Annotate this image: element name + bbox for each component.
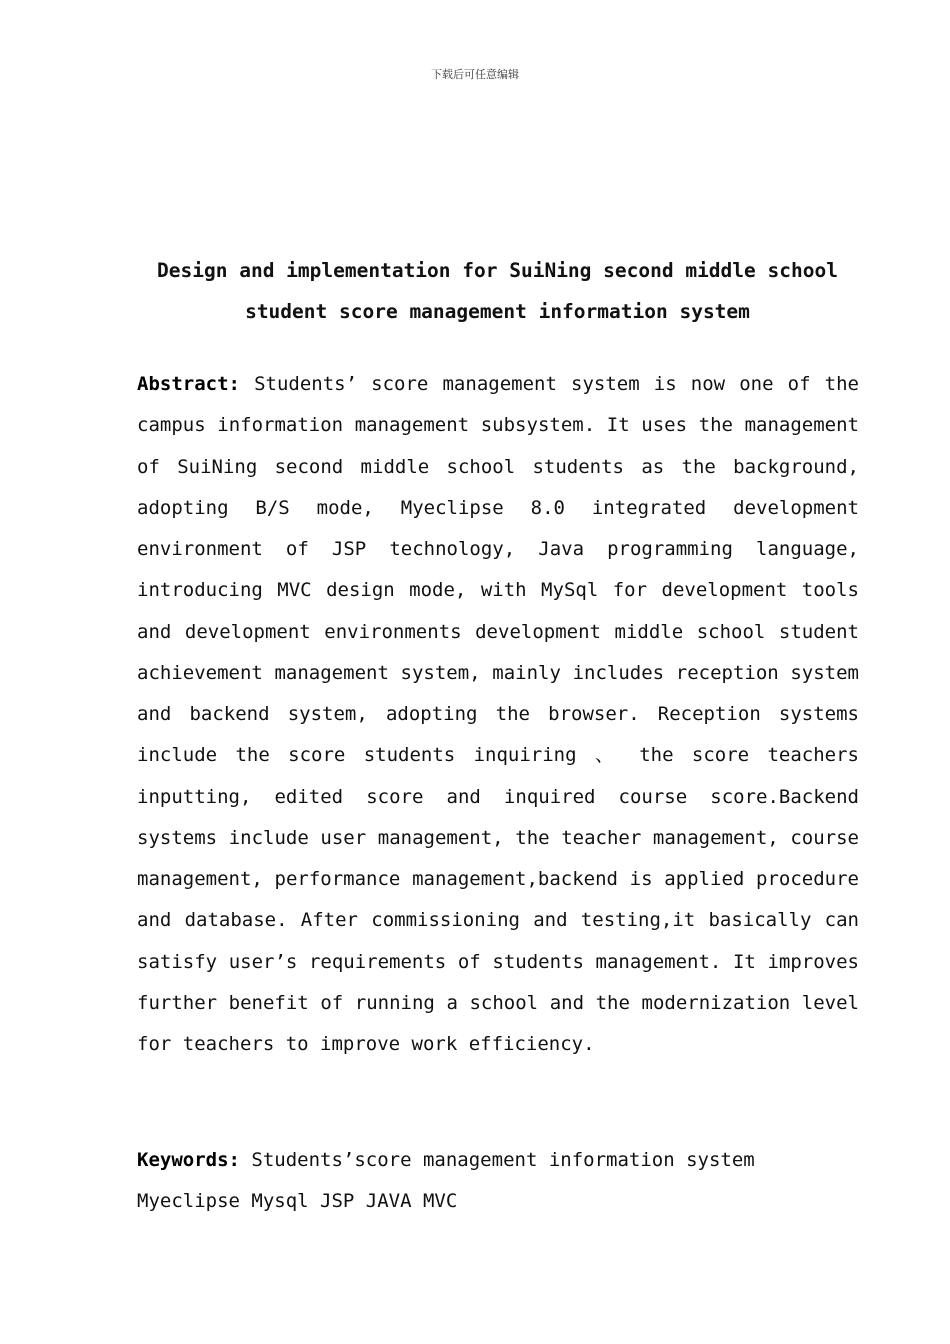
abstract-paragraph bbox=[137, 364, 859, 1065]
keywords-line-1: Students’score management information system bbox=[251, 1149, 755, 1171]
keywords-paragraph bbox=[137, 1140, 859, 1222]
title-line-2: student score management information system bbox=[245, 300, 750, 323]
abstract-label: Abstract: bbox=[137, 373, 240, 395]
header-note: 下载后可任意编辑 bbox=[431, 68, 519, 81]
abstract-text: Students’ score management system is now one of the campus information management subsystem. It uses the management of SuiNing second middle school students as the background, adopting B/S mode, Myeclipse 8.0 integrated development environment of JSP technology, Java programming language, introducing MVC design mode, with MySql for development tools and development environments development middle school student achievement management system, mainly includes reception system and backend system, adopting the browser. Reception systems include the score students inquiring 、 the score teachers inputting, edited score and inquired course score.Backend systems include user management, the teacher management, course management, performance management,backend is applied procedure and database. After commissioning and testing,it basically can satisfy user’s requirements of students management. It improves further benefit of running a school and the modernization level for teachers to improve work efficiency. bbox=[137, 373, 859, 1055]
keywords-label: Keywords: bbox=[137, 1149, 240, 1171]
document-title bbox=[120, 250, 875, 332]
keywords-line-2: Myeclipse Mysql JSP JAVA MVC bbox=[137, 1190, 458, 1212]
title-line-1: Design and implementation for SuiNing second middle school bbox=[157, 259, 838, 282]
